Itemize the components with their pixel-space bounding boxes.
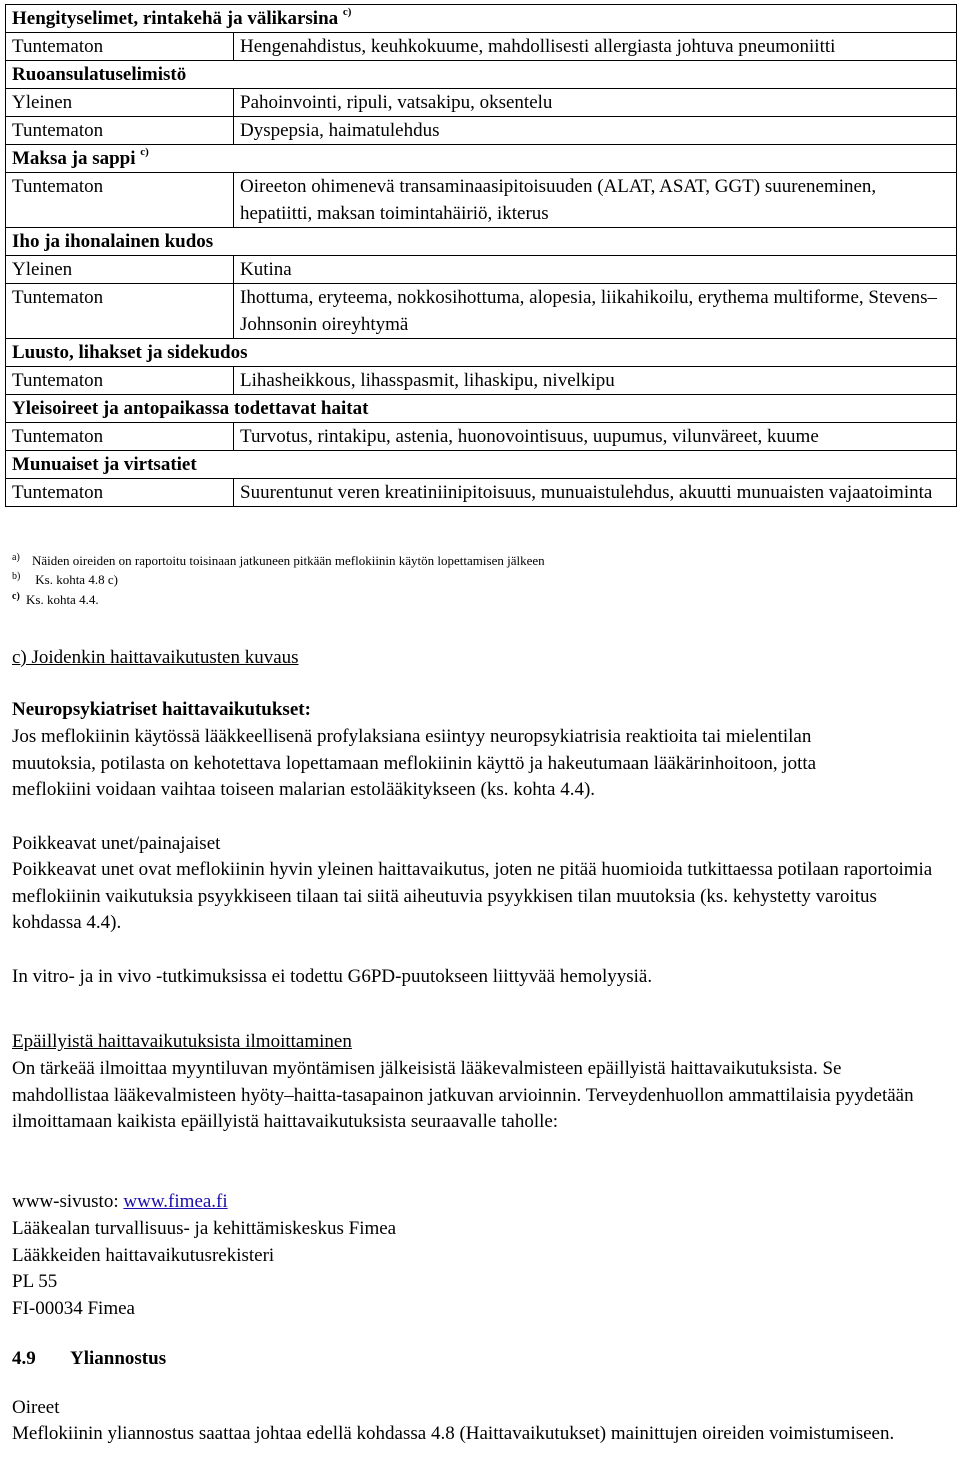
effect-cell: Suurentunut veren kreatiniinipitoisuus, munuaistulehdus, akuutti munuaisten vajaatoiminta [234, 479, 957, 507]
frequency-cell: Yleinen [6, 89, 234, 117]
footnote-b: b) Ks. kohta 4.8 c) [12, 570, 118, 587]
effect-cell: Turvotus, rintakipu, astenia, huonovointisuus, uupumus, vilunväreet, kuume [234, 423, 957, 451]
footnote-ref: c) [342, 5, 352, 18]
website-line: www-sivusto: www.fimea.fi [12, 1191, 228, 1212]
neuro-paragraph: Jos meflokiinin käytössä lääkkeellisenä profylaksiana esiintyy neuropsykiatrisia reaktioita tai mielentilan muutoksia, potilasta on kehotettava lopettamaan meflokiinin käyttö ja hakeutumaan lääkärinhoitoon, jotta meflokiini voidaan vaihtaa toiseen malarian estolääkitykseen (ks. kohta 4.4). [12, 726, 817, 801]
frequency-cell: Tuntematon [6, 33, 234, 61]
frequency-cell: Tuntematon [6, 117, 234, 145]
address-line-2: Lääkkeiden haittavaikutusrekisteri [12, 1245, 275, 1266]
section-heading: Hengityselimet, rintakehä ja välikarsina $^{c)}$ [6, 5, 957, 33]
table-row [6, 284, 957, 339]
table-row [6, 33, 957, 61]
effect-cell: Pahoinvointi, ripuli, vatsakipu, oksentelu [234, 89, 957, 117]
effect-cell: Ihottuma, eryteema, nokkosihottuma, alopesia, liikahikoilu, erythema multiforme, Stevens–Johnsonin oireyhtymä [234, 284, 957, 339]
table-section-row [6, 395, 957, 423]
effect-cell: Lihasheikkous, lihasspasmit, lihaskipu, nivelkipu [234, 367, 957, 395]
frequency-cell: Tuntematon [6, 479, 234, 507]
dreams-heading: Poikkeavat unet/painajaiset [12, 833, 221, 854]
table-section-row [6, 451, 957, 479]
table-row [6, 256, 957, 284]
section-heading: Yleisoireet ja antopaikassa todettavat haitat [6, 395, 957, 423]
section-c-title: c) Joidenkin haittavaikutusten kuvaus [12, 647, 299, 668]
address-line-4: FI-00034 Fimea [12, 1298, 135, 1319]
frequency-cell: Tuntematon [6, 423, 234, 451]
frequency-cell: Tuntematon [6, 173, 234, 228]
effect-cell: Oireeton ohimenevä transaminaasipitoisuuden (ALAT, ASAT, GGT) suureneminen, hepatiitti, maksan toimintahäiriö, ikterus [234, 173, 957, 228]
neuro-heading: Neuropsykiatriset haittavaikutukset: [12, 699, 311, 720]
section-heading: Munuaiset ja virtsatiet [6, 451, 957, 479]
table-section-row [6, 5, 957, 33]
table-row [6, 89, 957, 117]
table-section-row [6, 145, 957, 173]
table-row [6, 173, 957, 228]
overdose-paragraph: Meflokiinin yliannostus saattaa johtaa edellä kohdassa 4.8 (Haittavaikutukset) mainittujen oireiden voimistumiseen. [12, 1423, 895, 1444]
section-number: 4.9 [12, 1348, 36, 1369]
frequency-cell: Tuntematon [6, 284, 234, 339]
fimea-link[interactable]: www.fimea.fi [123, 1191, 228, 1212]
frequency-cell: Tuntematon [6, 367, 234, 395]
reporting-paragraph: On tärkeää ilmoittaa myyntiluvan myöntämisen jälkeisistä lääkevalmisteen epäillyistä haittavaikutuksista. Se mahdollistaa lääkevalmisteen hyöty–haitta-tasapainon jatkuvan arvioinnin. Terveydenhuollon ammattilaisia pyydetään ilmoittamaan kaikista epäillyistä haittavaikutuksista seuraavalle taholle: [12, 1058, 914, 1133]
table-section-row [6, 228, 957, 256]
overdose-subheading: Oireet [12, 1397, 60, 1418]
invitro-paragraph: In vitro- ja in vivo -tutkimuksissa ei todettu G6PD-puutokseen liittyvää hemolyysiä. [12, 966, 653, 987]
section-heading: Luusto, lihakset ja sidekudos [6, 339, 957, 367]
footnote-ref: c) [140, 145, 149, 158]
table-row [6, 423, 957, 451]
table-section-row [6, 339, 957, 367]
overdose-heading: 4.9 Yliannostus [12, 1346, 952, 1373]
table-section-row [6, 61, 957, 89]
frequency-cell: Yleinen [6, 256, 234, 284]
table-row [6, 117, 957, 145]
table-row [6, 479, 957, 507]
dreams-paragraph: Poikkeavat unet ovat meflokiinin hyvin yleinen haittavaikutus, joten ne pitää huomioida tutkittaessa potilaan raportoimia meflokiinin vaikutuksia psyykkiseen tilaan tai siitä aiheutuvia psyykkisen tilan muutoksia (ks. kehystetty varoitus kohdassa 4.4). [12, 859, 933, 934]
footnote-c: c) Ks. kohta 4.4. [12, 590, 99, 607]
section-heading: Ruoansulatuselimistö [6, 61, 957, 89]
adverse-effects-table [5, 4, 957, 507]
effect-cell: Kutina [234, 256, 957, 284]
section-heading: Maksa ja sappi $^{c)}$ [6, 145, 957, 173]
effect-cell: Dyspepsia, haimatulehdus [234, 117, 957, 145]
effect-cell: Hengenahdistus, keuhkokuume, mahdollisesti allergiasta johtuva pneumoniitti [234, 33, 957, 61]
section-heading: Iho ja ihonalainen kudos [6, 228, 957, 256]
footnote-a: a) Näiden oireiden on raportoitu toisinaan jatkuneen pitkään meflokiinin käytön lopettamisen jälkeen [12, 551, 545, 568]
address-line-1: Lääkealan turvallisuus- ja kehittämiskeskus Fimea [12, 1218, 397, 1239]
table-row [6, 367, 957, 395]
address-line-3: PL 55 [12, 1271, 58, 1292]
reporting-title: Epäillyistä haittavaikutuksista ilmoittaminen [12, 1031, 352, 1052]
